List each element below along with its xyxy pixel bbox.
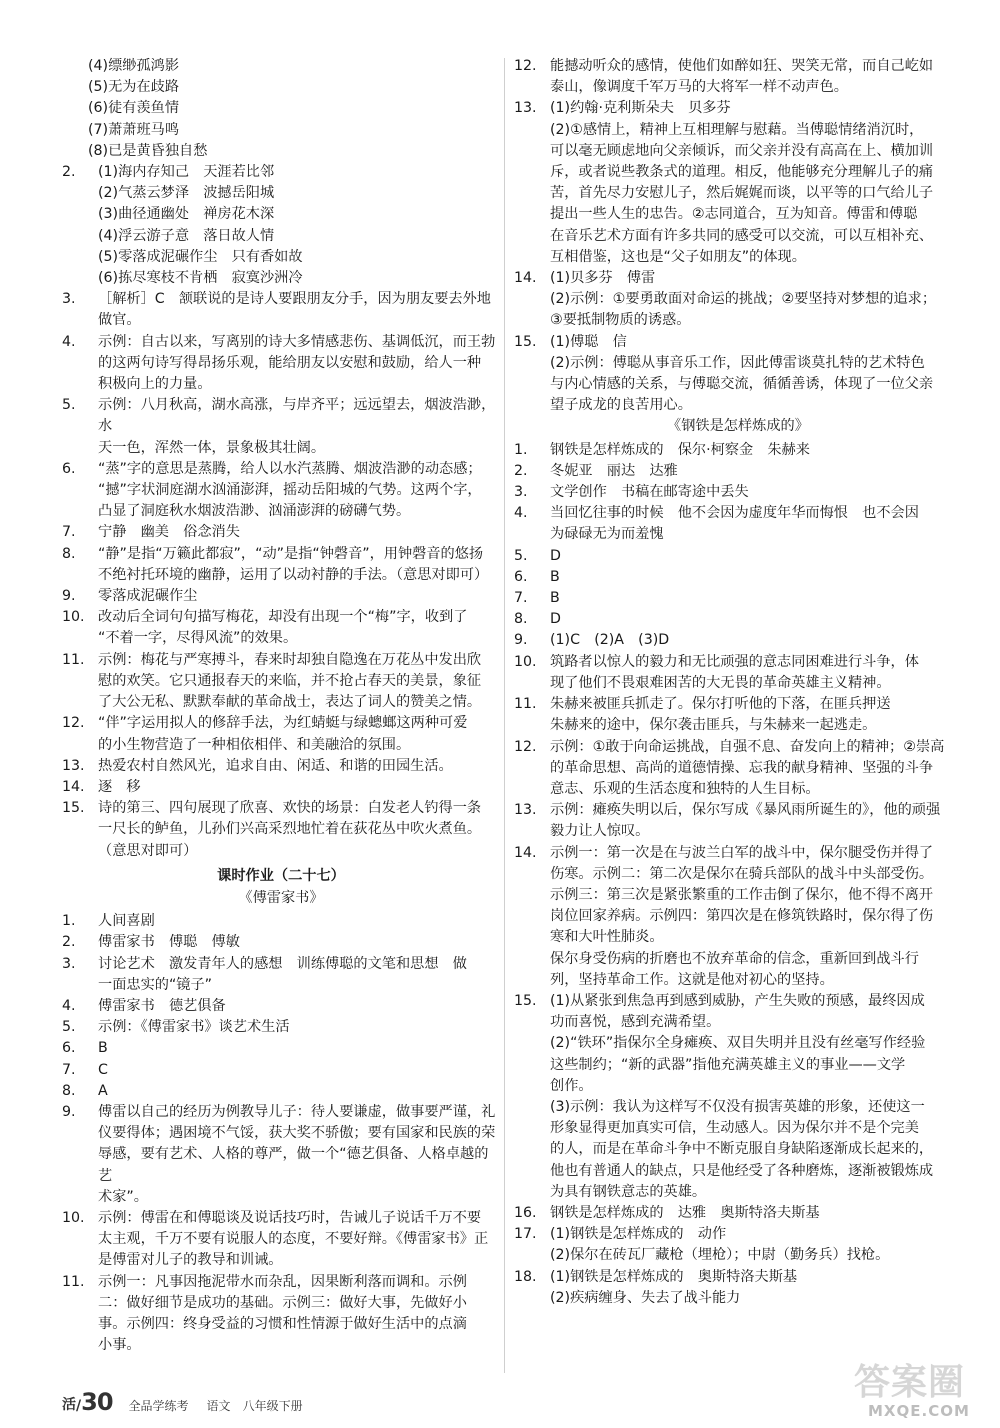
item-number: 3. (62, 291, 76, 308)
item-text: 示例：梅花与严寒搏斗，春来时却独自隐逸在万花丛中发出欣 慰的欢笑。它只通报春天的来临，并不抢占春天的美景，象征 了大公无私、默默奉献的革命战士，表达了词人的赞美之情。 (98, 651, 482, 711)
item-number: 11. (62, 1273, 85, 1290)
answer-item (514, 652, 962, 694)
poem-line: (4)缥缈孤鸿影 (88, 58, 180, 74)
item-number: 7. (62, 524, 76, 541)
answer-item (514, 332, 962, 353)
item-text: 筑路者以惊人的毅力和无比顽强的意志同困难进行斗争，体 现了他们不畏艰难困苦的大无畏的革命英雄主义精神。 (550, 653, 919, 691)
item-text: “蒸”字的意思是蒸腾，给人以水汽蒸腾、烟波浩渺的动态感； “撼”字状洞庭湖水汹涌澎湃，摇动岳阳城的气势。这两个字， 凸显了洞庭秋水烟波浩渺、汹涌澎湃的磅礴气势。 (98, 460, 482, 520)
item-number: 11. (62, 651, 85, 668)
item-text: 示例：①敢于向命运挑战，自强不息、奋发向上的精神；②崇高 的革命思想、高尚的道德情操、忘我的献身精神、坚强的斗争 意志、乐观的生活态度和独特的人生目标。 (550, 738, 945, 797)
item-text: 示例一：第一次是在与波兰白军的战斗中，保尔腿受伤并得了 伤寒。示例二：第二次是保尔在骑兵部队的战斗中头部受伤。 示例三：第三次是紧张繁重的工作击倒了保尔，他不得不离开 岗位回家养病。示例四：第四次是在修筑铁路时，保尔得了伤 寒和大叶性肺炎。 (550, 844, 934, 946)
answer-subpart: (2)保尔在砖瓦厂藏枪（埋枪）；中尉（勤务兵）找枪。 (550, 1247, 890, 1264)
footer-subject: 语文 (206, 1399, 231, 1413)
answer-item (514, 1224, 962, 1245)
answer-subpart: (2)①感情上，精神上互相理解与慰藉。当傅聪情绪消沉时， 可以毫无顾虑地向父亲倾诉，而父亲并没有高高在上、横加训 斥，或者说些教条式的道理。相反，他能够充分理解儿子的痛 苦，首先尽力安慰儿子，然后娓娓而谈，以平等的口气给儿子 提出一些人生的忠告。②志同道合，互为知音。傅雷和傅聪 在音乐艺术方面有许多共同的感受可以交流，可以互相补充、 互相借鉴，这也是“父子如朋友”的体现。 (550, 121, 934, 265)
poem-line: (5)无为在歧路 (88, 79, 180, 96)
answer-subpart: 保尔身受伤病的折磨也不放弃革命的信念，重新回到战斗行 列，坚持革命工作。这就是他对初心的坚持。 (550, 950, 919, 988)
answer-item (62, 1017, 500, 1038)
item-number: 13. (514, 802, 537, 819)
item-text: (1)钢铁是怎样炼成的 奥斯特洛夫斯基 (550, 1268, 798, 1285)
left-column (62, 56, 500, 1356)
answer-item (514, 98, 962, 119)
item-number: 1. (62, 913, 76, 930)
item-number: 15. (514, 992, 537, 1009)
answer-item-2 (62, 162, 500, 183)
item-number: 8. (514, 611, 528, 628)
item-number: 13. (514, 100, 537, 117)
item-number: 14. (514, 270, 537, 287)
answer-item (514, 630, 962, 651)
item-text: (1)海内存知己 天涯若比邻 (98, 164, 275, 181)
item-number: 9. (514, 632, 528, 649)
item-text: D (550, 611, 561, 628)
item-number: 12. (514, 738, 537, 755)
answer-item (514, 991, 962, 1033)
answer-item (514, 737, 962, 801)
item-text: 示例：傅雷在和傅聪谈及说话技巧时，告诫儿子说话千万不要 太主观，千万不要有说服人的态度，不要好辩。《傅雷家书》正 是傅雷对儿子的教导和训诫。 (98, 1209, 489, 1269)
item-text: “伴”字运用拟人的修辞手法，为红蜻蜓与绿蟌螂这两种可爱 的小生物营造了一种相依相伴、和美融洽的氛围。 (98, 715, 468, 753)
item-text: A (98, 1082, 108, 1099)
item-text: B (98, 1040, 108, 1057)
column-divider (504, 58, 505, 1373)
item-text: 零落成泥碾作尘 (98, 588, 198, 605)
answer-item (62, 1081, 500, 1102)
item-text: 能撼动听众的感情，使他们如醉如狂、哭笑无常，而自己屹如 泰山，像调度千军万马的大将军一样不动声色。 (550, 58, 934, 96)
answer-item (514, 461, 962, 482)
item-number: 2. (62, 934, 76, 951)
item-number: 7. (514, 590, 528, 607)
footer-brand: 活 (62, 1397, 76, 1413)
answer-item (62, 1038, 500, 1059)
section-heading: 课时作业（二十七） (217, 867, 345, 884)
item-text: 示例：《傅雷家书》谈艺术生活 (98, 1019, 290, 1036)
answer-item (514, 694, 962, 736)
item-number: 5. (62, 1019, 76, 1036)
item-text: 文学创作 书稿在邮寄途中丢失 (550, 484, 749, 501)
item-text: (1)贝多芬 傅雷 (550, 270, 656, 287)
item-text: (1)约翰·克利斯朵夫 贝多芬 (550, 100, 731, 117)
item-text: D (550, 547, 561, 564)
answer-item (62, 1272, 500, 1357)
page-number: 30 (81, 1388, 113, 1416)
item-number: 16. (514, 1204, 537, 1221)
item-number: 5. (514, 547, 528, 564)
answer-item (62, 544, 500, 586)
answer-item (62, 1060, 500, 1081)
item-text: 示例：八月秋高，湖水高涨，与岸齐平；远远望去，烟波浩渺，水 天一色，浑然一体，景象极其壮阔。 (98, 397, 496, 456)
poem-line: (6)徒有羡鱼情 (88, 100, 180, 117)
answer-item (514, 56, 962, 98)
item-number: 4. (62, 997, 76, 1014)
answer-item (62, 911, 500, 932)
answer-subpart: (2)示例：傅聪从事音乐工作，因此傅雷谈莫扎特的艺术特色 与内心情感的关系，与傅聪交流，循循善诱，体现了一位父亲 望子成龙的良苦用心。 (550, 354, 934, 414)
item-number: 2. (514, 462, 528, 479)
answer-item (514, 440, 962, 461)
item-text: 当回忆往事的时候 他不会因为虚度年华而悔恨 也不会因 为碌碌无为而羞愧 (550, 505, 919, 543)
item-text: B (550, 568, 560, 585)
answer-item (62, 332, 500, 396)
poem-line: (6)拣尽寒枝不肯栖 寂寞沙洲冷 (98, 270, 303, 287)
item-number: 17. (514, 1226, 537, 1243)
answer-item (62, 798, 500, 862)
answer-item (62, 395, 500, 459)
item-number: 3. (62, 955, 76, 972)
footer-slash: / (76, 1398, 82, 1414)
answer-subpart: (2)疾病缠身、失去了战斗能力 (550, 1289, 741, 1306)
answer-item (62, 650, 500, 714)
answer-subpart: (2)“铁环”指保尔全身瘫痪、双目失明并且没有丝毫写作经验 这些制约；“新的武器”指他充满英雄主义的事业——文学 创作。 (550, 1035, 926, 1094)
answer-item (62, 289, 500, 331)
item-number: 15. (514, 333, 537, 350)
page-footer (62, 1388, 303, 1414)
item-number: 8. (62, 1082, 76, 1099)
item-text: 宁静 幽美 俗念消失 (98, 524, 240, 541)
answer-item (62, 522, 500, 543)
item-number: 7. (62, 1061, 76, 1078)
poem-line: (3)曲径通幽处 禅房花木深 (98, 206, 275, 223)
poem-lines-group (62, 56, 500, 162)
item-number: 6. (62, 460, 76, 477)
answer-subpart: (2)示例：①要勇敢面对命运的挑战；②要坚持对梦想的追求； ③要抵制物质的诱惑。 (550, 291, 937, 329)
watermark (846, 1352, 996, 1424)
item-text: “静”是指“万籁此都寂”，“动”是指“钟磬音”，用钟磬音的悠扬 不绝衬托环境的幽静，运用了以动衬静的手法。（意思对即可） (98, 545, 489, 583)
item-number: 10. (62, 1209, 85, 1226)
answer-item (514, 1267, 962, 1288)
answer-item (514, 567, 962, 588)
item-text: (1)从紧张到焦急再到感到威胁，产生失败的预感，最终因成 功而喜悦，感到充满希望。 (550, 992, 925, 1031)
answer-item (514, 588, 962, 609)
answer-item (62, 713, 500, 755)
item-number: 18. (514, 1268, 537, 1285)
item-text: 朱赫来被匪兵抓走了。保尔打听他的下落，在匪兵押送 朱赫来的途中，保尔袭击匪兵，与朱赫来一起逃走。 (550, 696, 891, 734)
answer-item (62, 586, 500, 607)
poem-line: (7)萧萧班马鸣 (88, 121, 180, 138)
answer-item (62, 459, 500, 523)
item-text: 冬妮亚 丽达 达雅 (550, 462, 678, 479)
footer-grade: 八年级下册 (242, 1399, 303, 1413)
item-text: 示例一：凡事因拖泥带水而杂乱，因果断利落而调和。示例 二：做好细节是成功的基础。示例三：做好大事，先做好小 事。示例四：终身受益的习惯和性情源于做好生活中的点滴 小事。 (98, 1273, 467, 1354)
answer-item (514, 609, 962, 630)
answer-item (62, 1102, 500, 1208)
item-text: B (550, 590, 560, 607)
item-number: 9. (62, 588, 76, 605)
poem-line: (2)气蒸云梦泽 波撼岳阳城 (98, 185, 275, 202)
item-number: 14. (62, 778, 85, 795)
item-text: (1)傅聪 信 (550, 333, 627, 350)
item-text: (1)C (2)A (3)D (550, 632, 670, 649)
item-number: 5. (62, 397, 76, 414)
answer-item (62, 607, 500, 649)
item-number: 4. (62, 333, 76, 350)
item-text: ［解析］C 颔联说的是诗人要跟朋友分手，因为朋友要去外地 做官。 (98, 291, 491, 329)
item-text: 傅雷以自己的经历为例教导儿子：待人要谦虚，做事要严谨，礼 仪要得体；遇困境不气馁，获大奖不骄傲；要有国家和民族的荣 辱感，要有艺术、人格的尊严，做一个“德艺俱备、人格卓越的艺 术家”。 (98, 1103, 496, 1205)
right-column (514, 56, 962, 1309)
item-number: 15. (62, 800, 85, 817)
answer-item (514, 1203, 962, 1224)
item-text: 钢铁是怎样炼成的 达雅 奥斯特洛夫斯基 (550, 1204, 820, 1221)
item-text: (1)钢铁是怎样炼成的 动作 (550, 1226, 727, 1243)
item-number: 8. (62, 545, 76, 562)
answer-item (514, 268, 962, 289)
item-number: 11. (514, 696, 537, 713)
item-text: 改动后全词句句描写梅花，却没有出现一个“梅”字，收到了 “不着一字，尽得风流”的效果。 (98, 609, 468, 647)
item-number: 12. (62, 715, 85, 732)
item-number: 10. (62, 609, 85, 626)
answer-item (62, 756, 500, 777)
poem-line: (5)零落成泥碾作尘 只有香如故 (98, 248, 303, 265)
answer-item (514, 503, 962, 545)
item-text: 热爱农村自然风光，追求自由、闲适、和谐的田园生活。 (98, 757, 453, 774)
item-number: 6. (514, 568, 528, 585)
item-number: 9. (62, 1103, 76, 1120)
book-title: 《钢铁是怎样炼成的》 (667, 418, 809, 435)
answer-item (514, 800, 962, 842)
answer-item (62, 1208, 500, 1272)
item-text: 诗的第三、四句展现了欣喜、欢快的场景：白发老人钓得一条 一尺长的鲈鱼，儿孙们兴高采烈地忙着在荻花丛中吹火煮鱼。 （意思对即可） (98, 800, 482, 859)
item-text: 示例：瘫痪失明以后，保尔写成《暴风雨所诞生的》，他的顽强 毅力让人惊叹。 (550, 802, 941, 840)
item-text: 人间喜剧 (98, 913, 155, 930)
answer-subpart: (3)示例：我认为这样写不仅没有损害英雄的形象，还使这一 形象显得更加真实可信，生动感人。因为保尔并不是个完美 的人，而是在革命斗争中不断克服自身缺陷逐渐成长起来的， 他也有普通人的缺点，只是他经受了各种磨炼，逐渐被锻炼成 为具有钢铁意志的英雄。 (550, 1098, 934, 1200)
answer-item (514, 843, 962, 949)
answer-item (62, 996, 500, 1017)
poem-line: (8)已是黄昏独自愁 (88, 142, 208, 159)
answer-item (62, 954, 500, 996)
item-text: 傅雷家书 傅聪 傅敏 (98, 934, 240, 951)
answer-item (514, 546, 962, 567)
footer-publisher: 全品学练考 (128, 1399, 189, 1413)
item-text: 钢铁是怎样炼成的 保尔·柯察金 朱赫来 (550, 441, 810, 458)
item-text: 逐 移 (98, 778, 141, 795)
answer-item (62, 932, 500, 953)
item-text: 示例：自古以来，写离别的诗大多情感悲伤、基调低沉，而王勃 的这两句诗写得昂扬乐观，能给朋友以安慰和鼓励，给人一种 积极向上的力量。 (98, 333, 496, 393)
item-number: 10. (514, 653, 537, 670)
poem-line: (4)浮云游子意 落日故人情 (98, 227, 275, 244)
item-number: 6. (62, 1040, 76, 1057)
item-number: 13. (62, 757, 85, 774)
item-text: C (98, 1061, 108, 1078)
answer-item (62, 777, 500, 798)
watermark-url: MXQE.COM (868, 1402, 970, 1420)
item-text: 讨论艺术 激发青年人的感想 训练傅聪的文笔和思想 做 一面忠实的“镜子” (98, 955, 467, 993)
item-number: 3. (514, 484, 528, 501)
item-number: 12. (514, 58, 537, 74)
answer-item (514, 482, 962, 503)
item-number: 2. (62, 164, 76, 181)
item-number: 14. (514, 844, 537, 861)
book-title: 《傅雷家书》 (238, 889, 324, 906)
item-text: 傅雷家书 德艺俱备 (98, 997, 226, 1014)
item-number: 1. (514, 441, 528, 458)
watermark-text: 答案圈 (854, 1362, 966, 1403)
item-number: 4. (514, 505, 528, 522)
